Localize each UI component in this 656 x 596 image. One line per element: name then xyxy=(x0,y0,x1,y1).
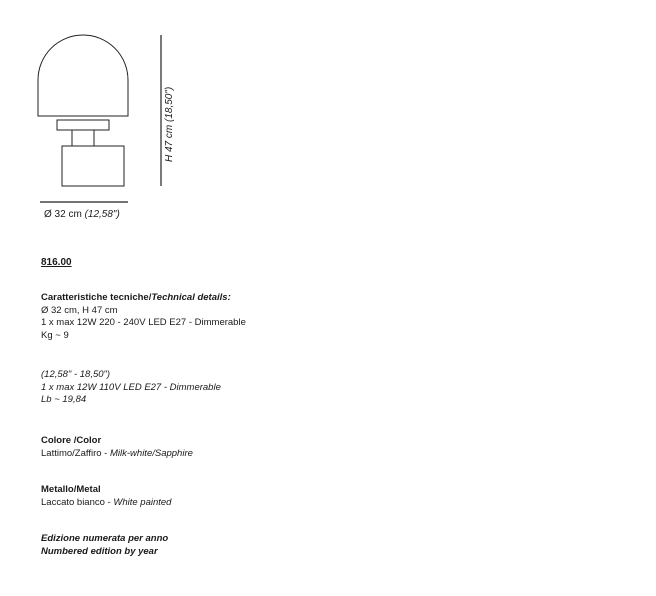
spec-line: Kg ~ 9 xyxy=(41,329,69,341)
edition-section xyxy=(41,533,168,558)
height-dimension-label: H 47 cm (18,50") xyxy=(164,86,175,162)
spec-line: 1 x max 12W 110V LED E27 - Dimmerable xyxy=(41,381,221,393)
color-value-it: Lattimo/Zaffiro - xyxy=(41,447,110,459)
technical-details xyxy=(41,292,246,342)
technical-heading xyxy=(41,292,246,305)
spec-line: 1 x max 12W 220 - 240V LED E27 - Dimmerable xyxy=(41,317,246,328)
technical-heading-it: Caratteristiche tecniche/ xyxy=(41,292,152,303)
color-value-en: Milk-white/Sapphire xyxy=(110,447,193,459)
edition-line-it: Edizione numerata per anno xyxy=(41,533,169,544)
technical-heading-en: Technical details: xyxy=(151,292,231,303)
metal-value-it: Laccato bianco - xyxy=(41,496,114,508)
diameter-metric: Ø 32 cm xyxy=(44,209,82,220)
metal-value-en: White painted xyxy=(113,496,172,508)
color-section xyxy=(41,435,193,460)
technical-imperial xyxy=(41,369,221,407)
color-heading: Colore /Color xyxy=(41,435,102,446)
spec-line: (12,58" - 18,50") xyxy=(41,369,111,380)
spec-line: Lb ~ 19,84 xyxy=(41,394,87,405)
diameter-imperial: (12,58") xyxy=(84,209,120,220)
product-code: 816.00 xyxy=(41,257,72,268)
diameter-dimension-label xyxy=(44,209,120,220)
metal-heading: Metallo/Metal xyxy=(41,484,101,495)
metal-value xyxy=(41,497,171,510)
spec-line: Ø 32 cm, H 47 cm xyxy=(41,304,118,316)
edition-line-en: Numbered edition by year xyxy=(41,545,158,557)
color-value xyxy=(41,448,193,461)
metal-section xyxy=(41,484,171,509)
